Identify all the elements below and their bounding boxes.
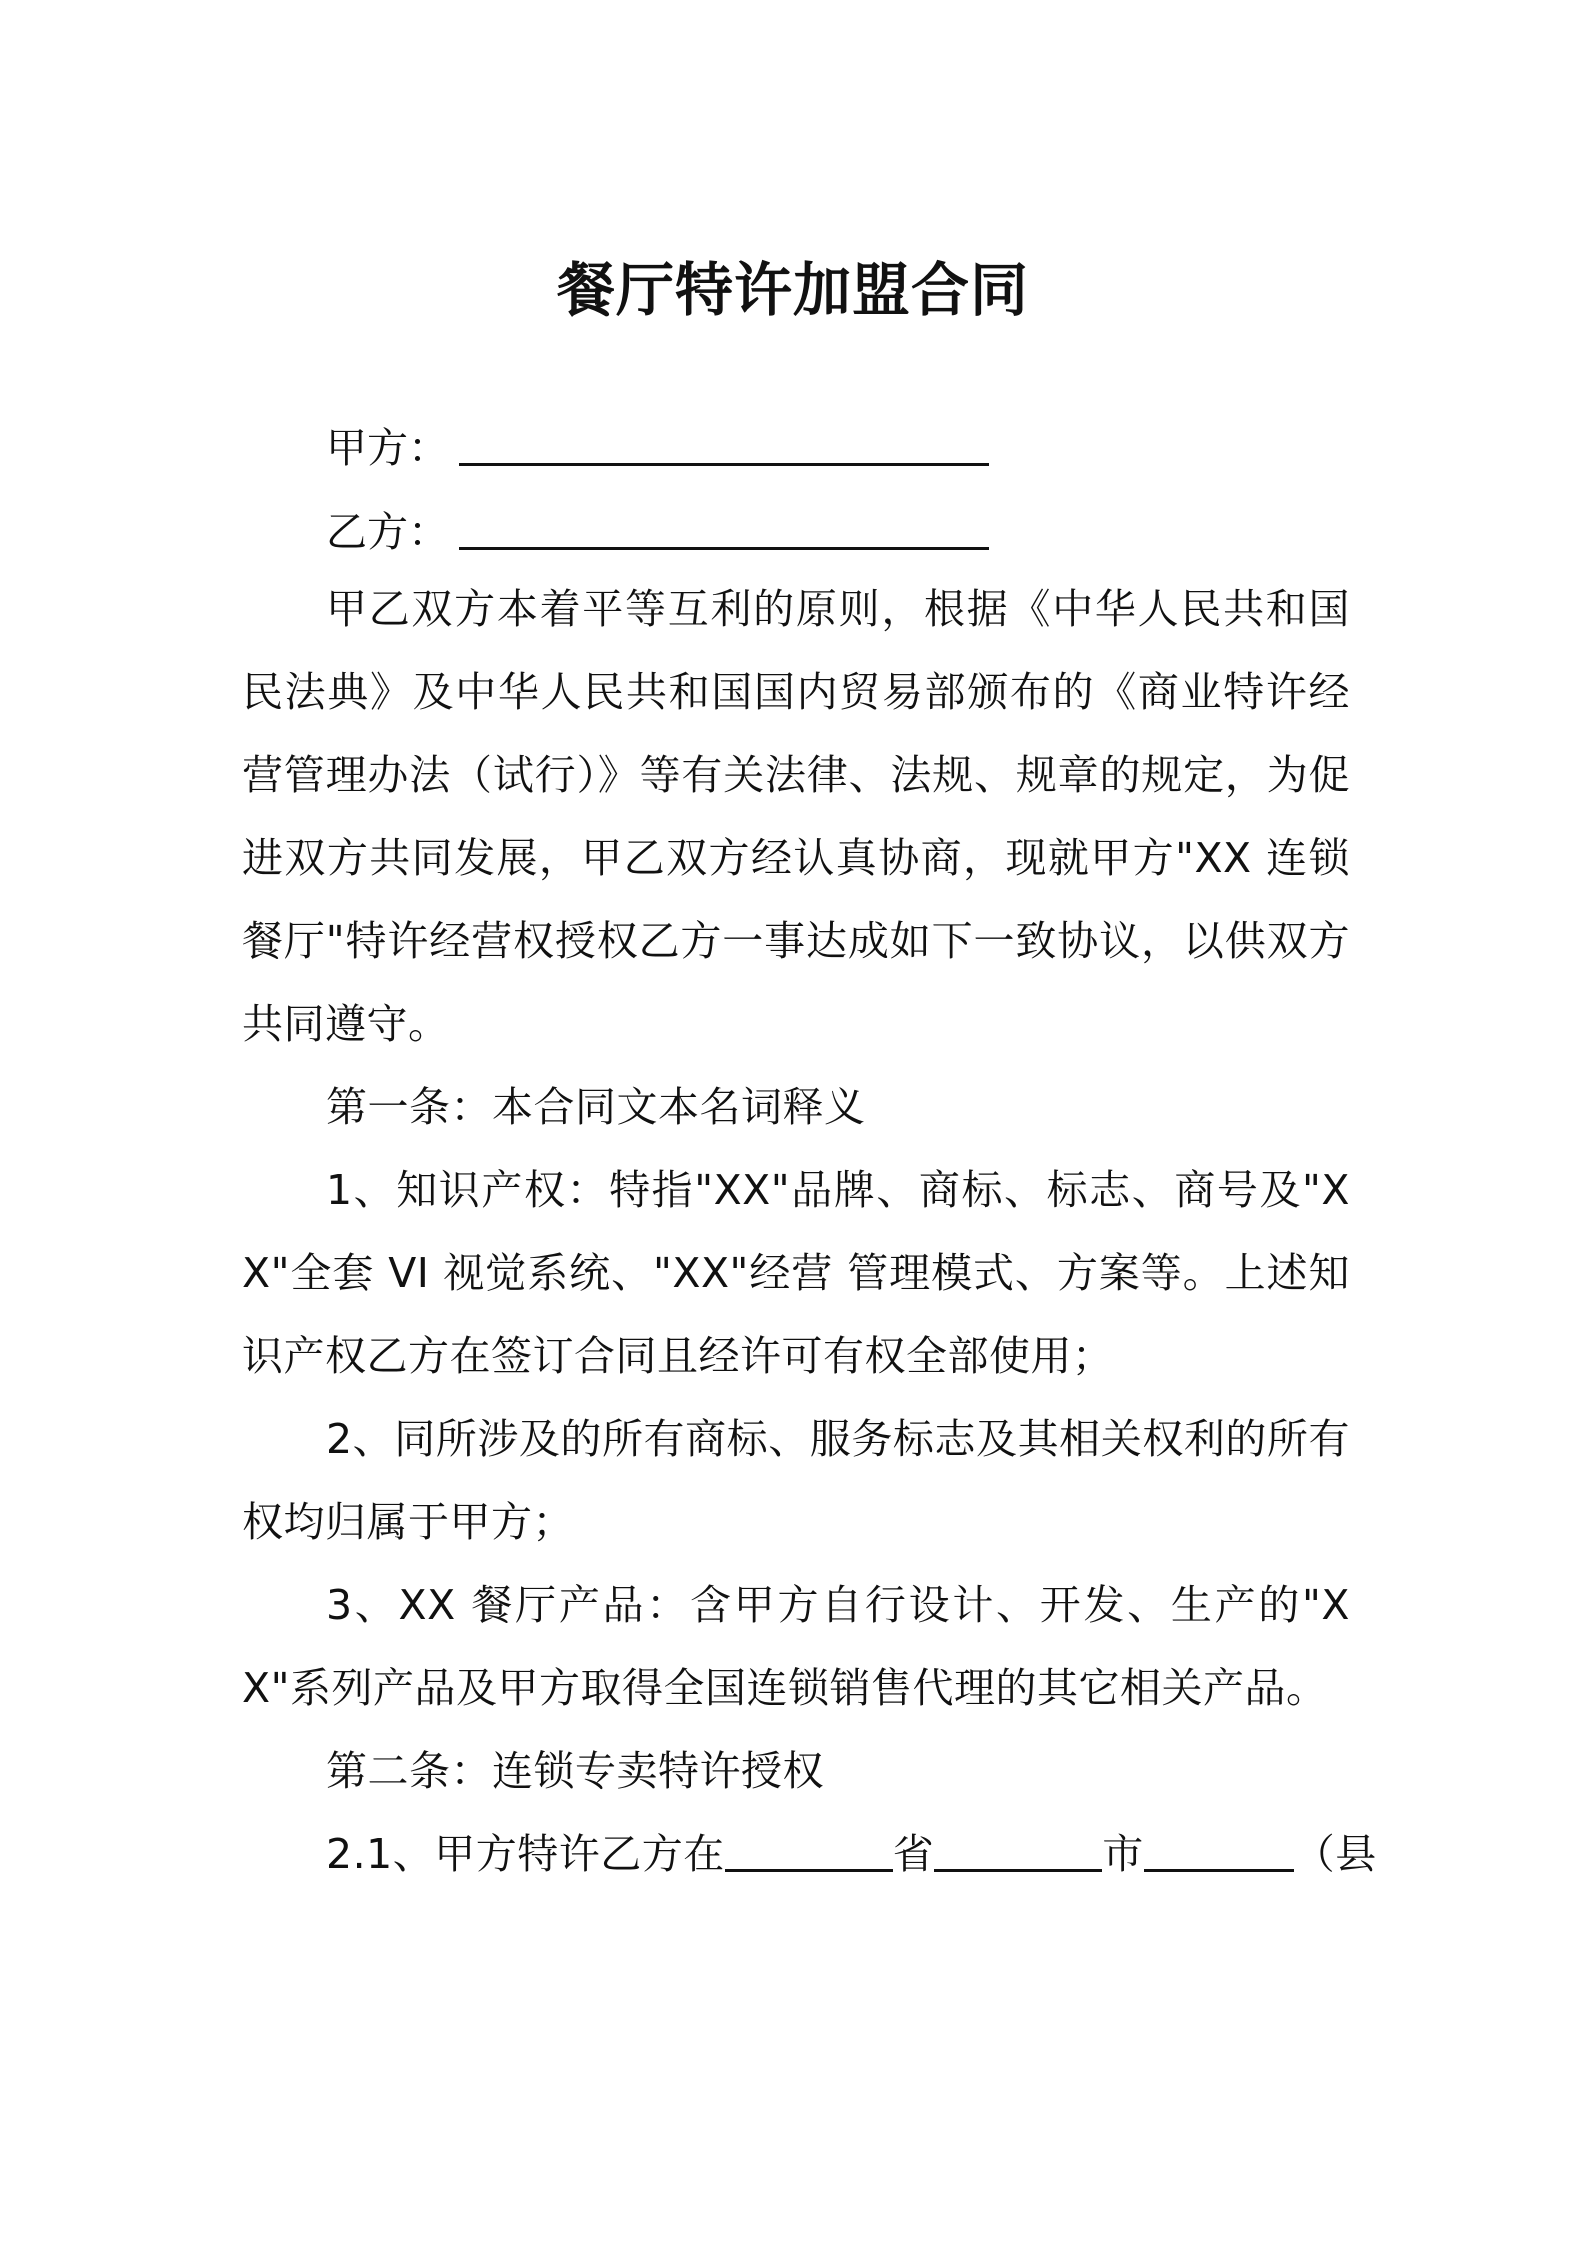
clause-2-1-line (242, 1813, 1377, 1896)
article-2-heading: 第二条：连锁专卖特许授权 (326, 1747, 824, 1795)
document-body (242, 568, 1377, 1896)
article-1-heading: 第一条：本合同文本名词释义 (326, 1083, 866, 1131)
party-b-blank (459, 507, 989, 550)
clause-1-paragraph: 1、知识产权：特指"XX"品牌、商标、标志、商号及"XX"全套 VI 视觉系统、"XX"经营 管理模式、方案等。上述知识产权乙方在签订合同且经许可有权全部使用； (242, 1166, 1350, 1380)
clause-2-paragraph: 2、同所涉及的所有商标、服务标志及其相关权利的所有权均归属于甲方； (242, 1415, 1350, 1546)
document-title: 餐厅特许加盟合同 (556, 256, 1029, 324)
party-b-line (326, 502, 989, 562)
county-label: （县 (1293, 1830, 1377, 1878)
party-a-line (326, 418, 989, 478)
county-blank (1144, 1829, 1294, 1872)
party-b-label: 乙方： (326, 508, 449, 556)
city-label: 市 (1102, 1830, 1144, 1878)
city-blank (934, 1829, 1102, 1872)
province-blank (725, 1829, 893, 1872)
clause-2-1-prefix: 2.1、甲方特许乙方在 (326, 1830, 725, 1878)
clause-3-paragraph: 3、XX 餐厅产品：含甲方自行设计、开发、生产的"XX"系列产品及甲方取得全国连锁销售代理的其它相关产品。 (242, 1581, 1350, 1712)
party-a-label: 甲方： (326, 424, 449, 472)
preamble-paragraph: 甲乙双方本着平等互利的原则，根据《中华人民共和国民法典》及中华人民共和国国内贸易部颁布的《商业特许经营管理办法（试行）》等有关法律、法规、规章的规定，为促进双方共同发展，甲乙双方经认真协商，现就甲方"XX 连锁餐厅"特许经营权授权乙方一事达成如下一致协议，以供双方共同遵守。 (242, 585, 1350, 1048)
province-label: 省 (892, 1830, 935, 1878)
party-a-blank (459, 423, 989, 466)
